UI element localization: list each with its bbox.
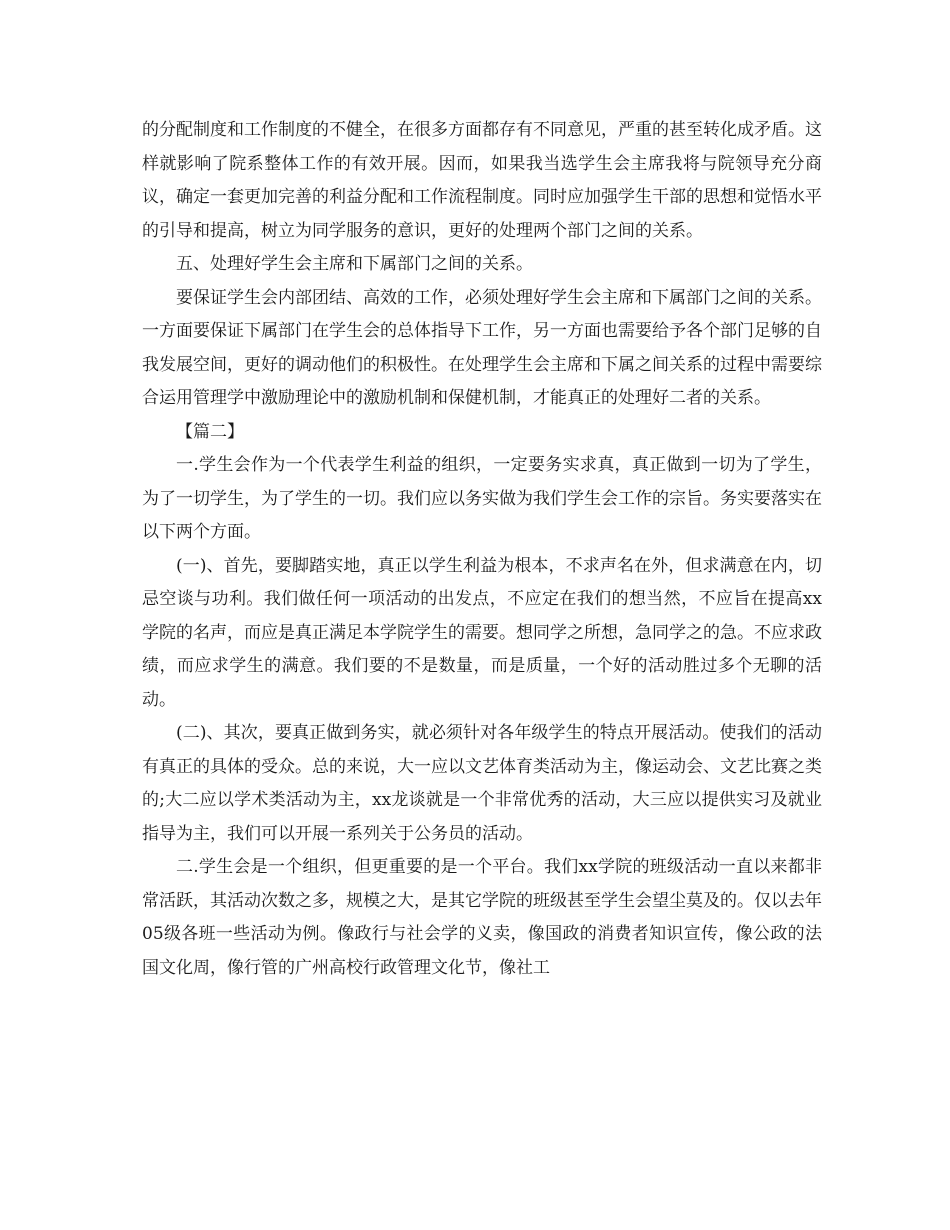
paragraph-continuation: 的分配制度和工作制度的不健全，在很多方面都存有不同意见，严重的甚至转化成矛盾。这样就影响了院系整体工作的有效开展。因而，如果我当选学生会主席我将与院领导充分商议，确定一套更加完善的利益分配和工作流程制度。同时应加强学生干部的思想和觉悟水平的引导和提高，树立为同学服务的意识，更好的处理两个部门之间的关系。 [142,120,822,241]
paragraph-point-one-sub-one: (一)、首先，要脚踏实地，真正以学生利益为根本，不求声名在外，但求满意在内，切忌空谈与功利。我们做任何一项活动的出发点，不应定在我们的想当然，不应旨在提高xx学院的名声，而应是真正满足本学院学生的需要。想同学之所想，急同学之的急。不应求政绩，而应求学生的满意。我们要的不是数量，而是质量，一个好的活动胜过多个无聊的活动。 [142,555,822,710]
section-heading-part-two: 【篇二】 [176,421,244,442]
paragraph-point-one-sub-two: (二)、其次，要真正做到务实，就必须针对各年级学生的特点开展活动。使我们的活动有真正的具体的受众。总的来说，大一应以文艺体育类活动为主，像运动会、文艺比赛之类的;大二应以学术类活动为主，xx龙谈就是一个非常优秀的活动，大三应以提供实习及就业指导为主，我们可以开展一系列关于公务员的活动。 [142,723,822,844]
paragraph-point-two: 二.学生会是一个组织，但更重要的是一个平台。我们xx学院的班级活动一直以来都非常活跃，其活动次数之多，规模之大，是其它学院的班级甚至学生会望尘莫及的。仅以去年05级各班一些活动为例。像政行与社会学的义卖，像国政的消费者知识宣传，像公政的法国文化周，像行管的广州高校行政管理文化节，像社工 [142,857,822,978]
paragraph-section-five-heading: 五、处理好学生会主席和下属部门之间的关系。 [176,254,533,274]
paragraph-section-five-body: 要保证学生会内部团结、高效的工作，必须处理好学生会主席和下属部门之间的关系。一方面要保证下属部门在学生会的总体指导下工作，另一方面也需要给予各个部门足够的自我发展空间，更好的调动他们的积极性。在处理学生会主席和下属之间关系的过程中需要综合运用管理学中激励理论中的激励机制和保健机制，才能真正的处理好二者的关系。 [142,287,822,408]
document-body [142,114,822,985]
paragraph-point-one: 一.学生会作为一个代表学生利益的组织，一定要务实求真，真正做到一切为了学生，为了一切学生，为了学生的一切。我们应以务实做为我们学生会工作的宗旨。务实要落实在以下两个方面。 [142,455,822,542]
